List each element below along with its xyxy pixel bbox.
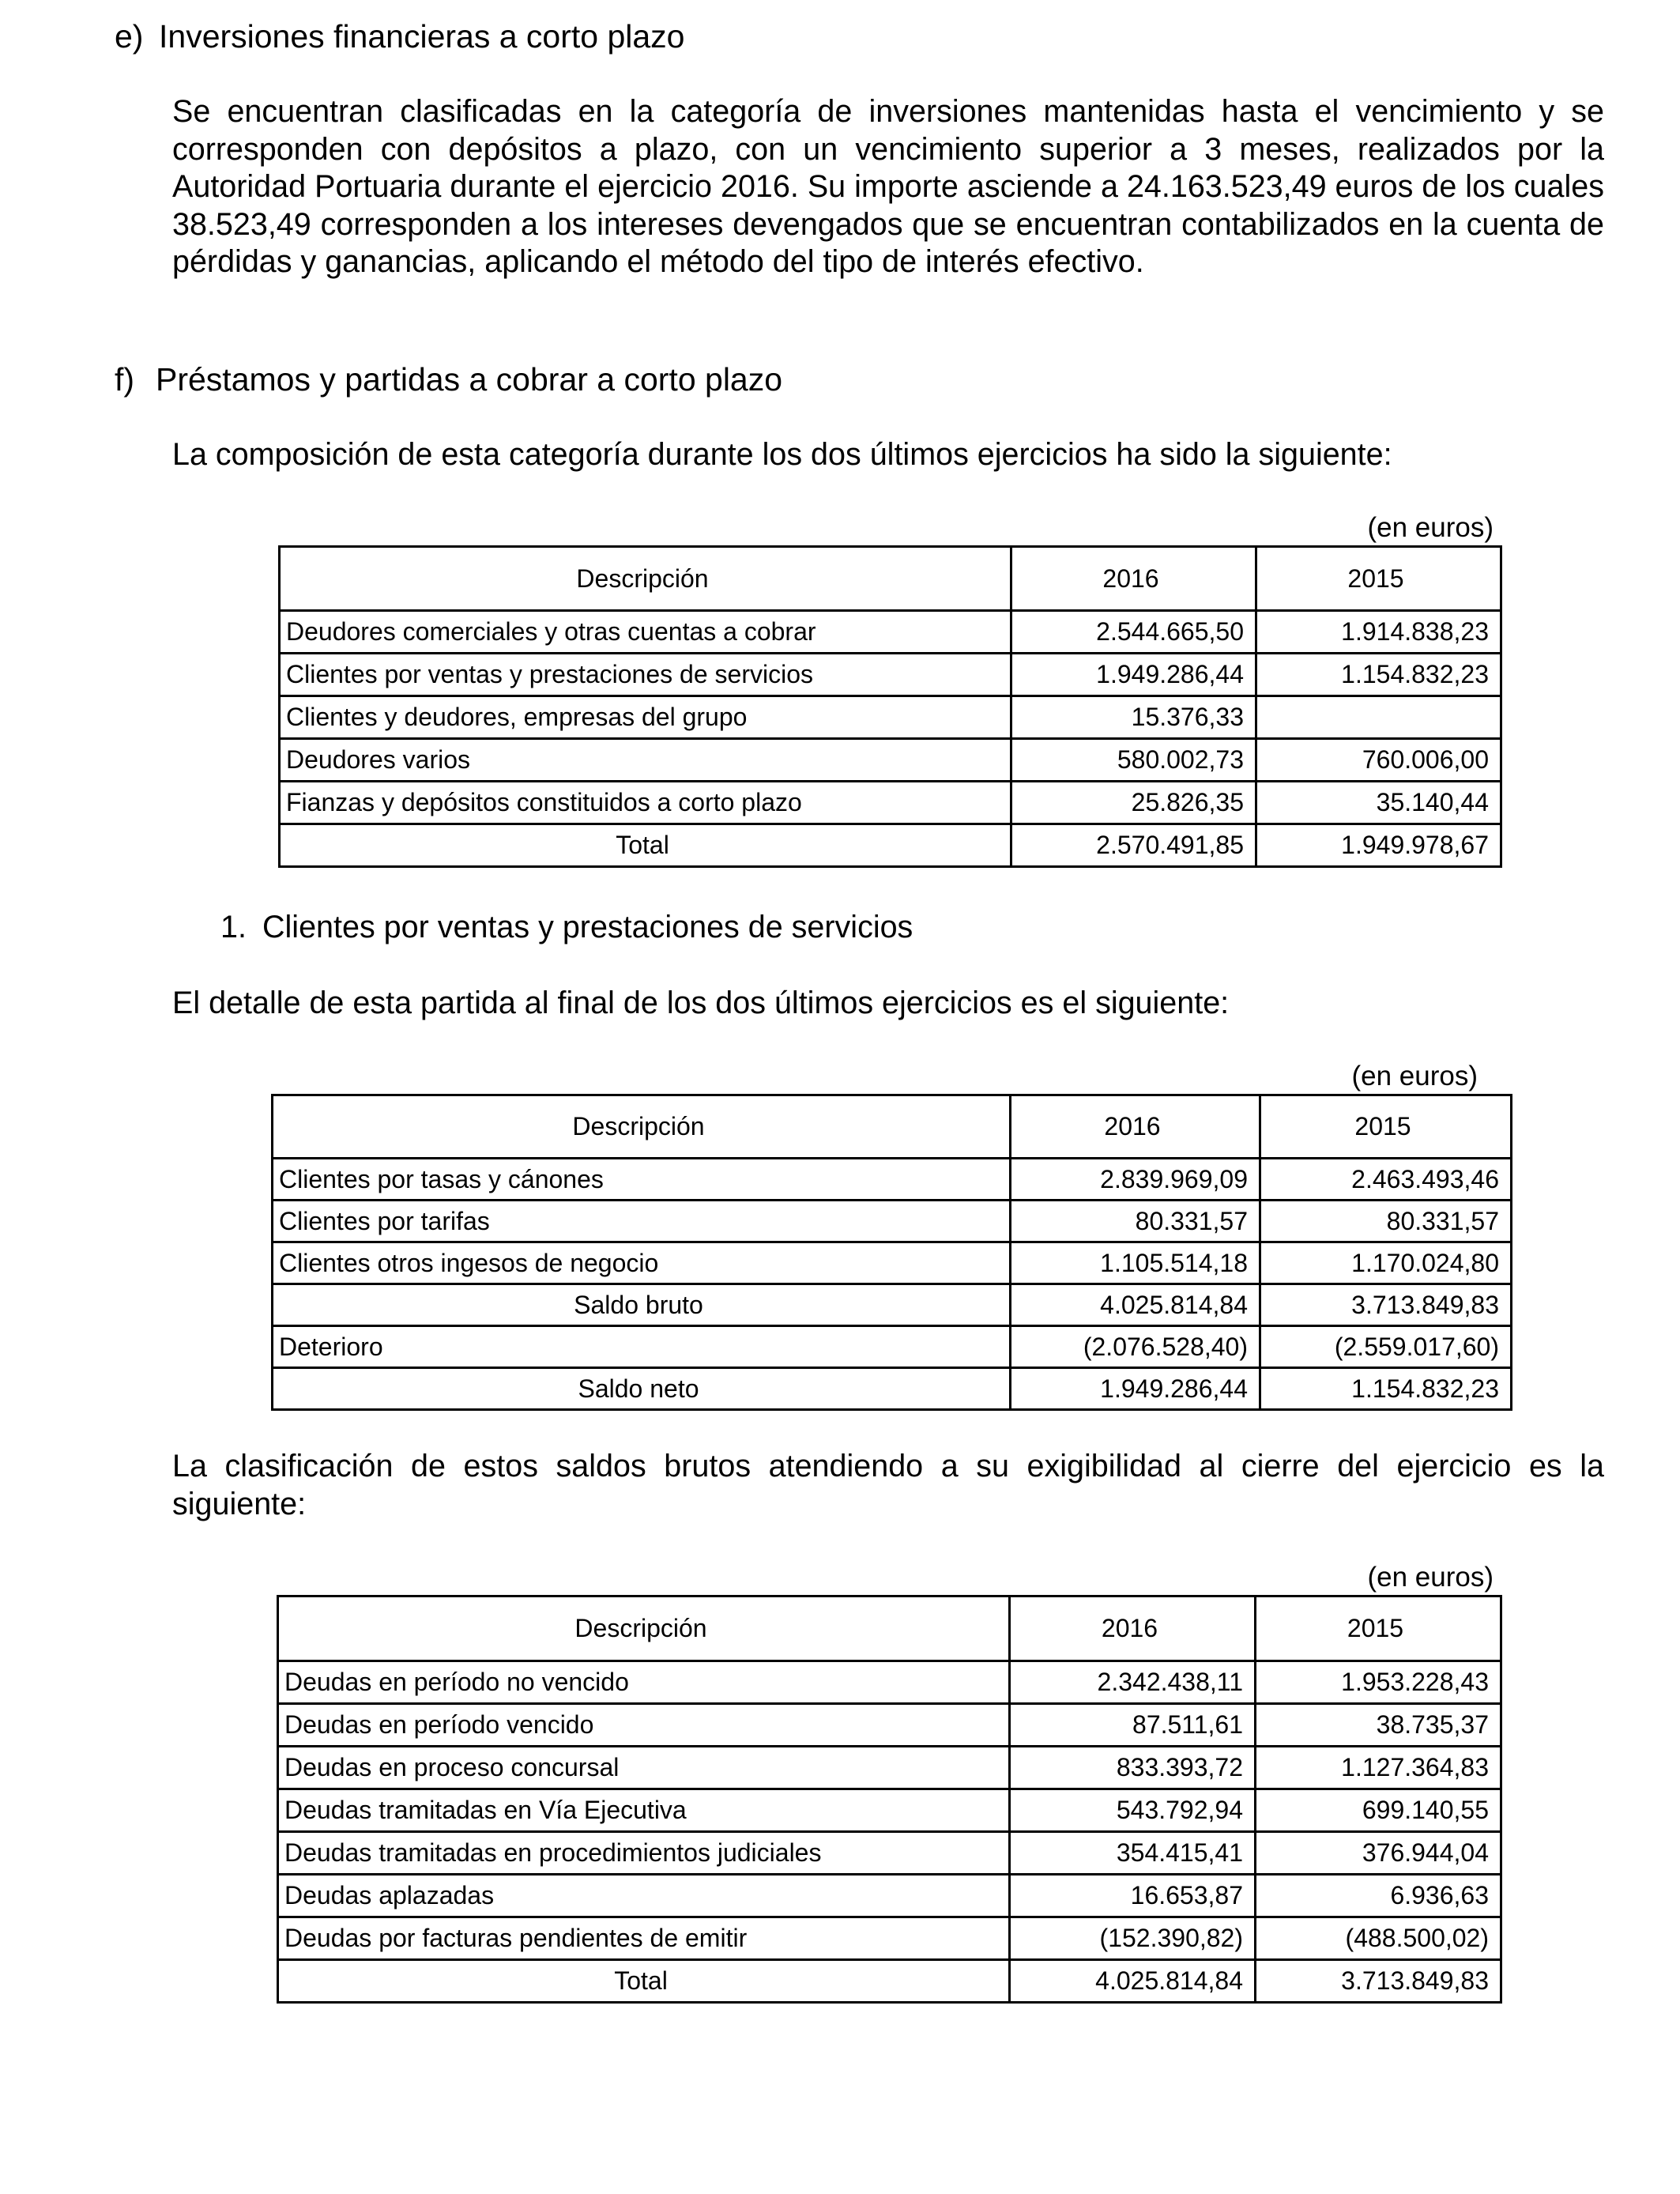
table1-cell: 1.914.838,23 <box>1256 611 1501 654</box>
table3-header-2015: 2015 <box>1256 1596 1501 1661</box>
table2-saldo-bruto-2015: 3.713.849,83 <box>1260 1284 1512 1326</box>
section-e-title: Inversiones financieras a corto plazo <box>159 18 685 55</box>
section-e-marker: e) <box>115 18 144 55</box>
table1-cell: 25.826,35 <box>1011 782 1256 824</box>
table2-header-2015: 2015 <box>1260 1095 1512 1159</box>
table3-cell: Deudas en período vencido <box>278 1704 1010 1747</box>
table2-deterioro-2015: (2.559.017,60) <box>1260 1326 1512 1368</box>
table3-cell: 543.792,94 <box>1010 1789 1256 1832</box>
table1-total-2015: 1.949.978,67 <box>1256 824 1501 867</box>
table1-cell: Fianzas y depósitos constituidos a corto plazo <box>280 782 1011 824</box>
table2-saldo-neto-2015: 1.154.832,23 <box>1260 1368 1512 1410</box>
table1-cell: Deudores comerciales y otras cuentas a cobrar <box>280 611 1011 654</box>
table1-header-desc: Descripción <box>280 547 1011 611</box>
table2-saldo-bruto-label: Saldo bruto <box>273 1284 1011 1326</box>
table1-header-2016: 2016 <box>1011 547 1256 611</box>
section-e-heading <box>115 17 684 55</box>
section-f-title: Préstamos y partidas a cobrar a corto plazo <box>156 361 783 398</box>
table3 <box>277 1595 1502 2004</box>
table2-saldo-neto-row <box>273 1368 1512 1410</box>
table1-units: (en euros) <box>1367 512 1494 543</box>
table3-cell: 354.415,41 <box>1010 1832 1256 1875</box>
table3-total-2015: 3.713.849,83 <box>1256 1960 1501 2003</box>
table1-cell: 2.544.665,50 <box>1011 611 1256 654</box>
table3-cell: 1.953.228,43 <box>1256 1661 1501 1704</box>
table1-cell: Clientes y deudores, empresas del grupo <box>280 696 1011 739</box>
table1-cell: 35.140,44 <box>1256 782 1501 824</box>
table2-deterioro-row <box>273 1326 1512 1368</box>
table1-cell: 1.154.832,23 <box>1256 654 1501 696</box>
table3-header-2016: 2016 <box>1010 1596 1256 1661</box>
table3-cell: 2.342.438,11 <box>1010 1661 1256 1704</box>
table2-deterioro-2016: (2.076.528,40) <box>1011 1326 1260 1368</box>
table-row <box>280 611 1501 654</box>
table-row <box>280 739 1501 782</box>
subsection-1-title: Clientes por ventas y prestaciones de servicios <box>262 910 913 944</box>
table3-cell: 1.127.364,83 <box>1256 1747 1501 1789</box>
table1-cell: Clientes por ventas y prestaciones de servicios <box>280 654 1011 696</box>
table3-units: (en euros) <box>1367 1562 1494 1593</box>
table3-cell: 87.511,61 <box>1010 1704 1256 1747</box>
table2-saldo-bruto-2016: 4.025.814,84 <box>1011 1284 1260 1326</box>
table-row <box>278 1704 1501 1747</box>
table3-cell: Deudas tramitadas en procedimientos judiciales <box>278 1832 1010 1875</box>
table3-cell: Deudas por facturas pendientes de emitir <box>278 1917 1010 1960</box>
table2-saldo-neto-2016: 1.949.286,44 <box>1011 1368 1260 1410</box>
table1-total-2016: 2.570.491,85 <box>1011 824 1256 867</box>
table2-cell: Clientes otros ingesos de negocio <box>273 1242 1011 1284</box>
table-row <box>278 1661 1501 1704</box>
section-f-heading <box>115 360 782 398</box>
table3-cell: Deudas en período no vencido <box>278 1661 1010 1704</box>
table2-header-row <box>273 1095 1512 1159</box>
table-row <box>278 1832 1501 1875</box>
table2-cell: 2.463.493,46 <box>1260 1159 1512 1201</box>
table3-cell: Deudas tramitadas en Vía Ejecutiva <box>278 1789 1010 1832</box>
subsection-1-heading <box>220 909 913 946</box>
table1-cell: 760.006,00 <box>1256 739 1501 782</box>
table-row <box>273 1201 1512 1242</box>
table3-cell: (152.390,82) <box>1010 1917 1256 1960</box>
table2-cell: Clientes por tarifas <box>273 1201 1011 1242</box>
classification-intro: La clasificación de estos saldos brutos atendiendo a su exigibilidad al cierre del ejercicio es la siguiente: <box>172 1449 1604 1521</box>
subsection-1-marker: 1. <box>220 910 247 944</box>
section-f-intro: La composición de esta categoría durante los dos últimos ejercicios ha sido la siguiente: <box>172 437 1392 472</box>
table3-header-desc: Descripción <box>278 1596 1010 1661</box>
table-row <box>280 782 1501 824</box>
table3-header-row <box>278 1596 1501 1661</box>
table1 <box>278 545 1502 868</box>
table3-total-label: Total <box>278 1960 1010 2003</box>
table2 <box>271 1094 1512 1411</box>
table1-cell: Deudores varios <box>280 739 1011 782</box>
table2-cell: 2.839.969,09 <box>1011 1159 1260 1201</box>
table2-cell: 80.331,57 <box>1011 1201 1260 1242</box>
table-row <box>278 1789 1501 1832</box>
table2-saldo-bruto-row <box>273 1284 1512 1326</box>
table-row <box>280 654 1501 696</box>
table2-header-desc: Descripción <box>273 1095 1011 1159</box>
table3-cell: 38.735,37 <box>1256 1704 1501 1747</box>
table-row <box>273 1159 1512 1201</box>
subsection-1-intro: El detalle de esta partida al final de los dos últimos ejercicios es el siguiente: <box>172 986 1230 1020</box>
table3-cell: 16.653,87 <box>1010 1875 1256 1917</box>
table1-cell: 1.949.286,44 <box>1011 654 1256 696</box>
table2-saldo-neto-label: Saldo neto <box>273 1368 1011 1410</box>
table3-cell: 833.393,72 <box>1010 1747 1256 1789</box>
table-row <box>278 1917 1501 1960</box>
table1-cell <box>1256 696 1501 739</box>
table3-cell: Deudas en proceso concursal <box>278 1747 1010 1789</box>
table1-total-label: Total <box>280 824 1011 867</box>
table3-cell: (488.500,02) <box>1256 1917 1501 1960</box>
table3-total-row <box>278 1960 1501 2003</box>
table3-total-2016: 4.025.814,84 <box>1010 1960 1256 2003</box>
table1-header-row <box>280 547 1501 611</box>
table2-header-2016: 2016 <box>1011 1095 1260 1159</box>
table1-total-row <box>280 824 1501 867</box>
section-e-paragraph: Se encuentran clasificadas en la categoría de inversiones mantenidas hasta el vencimiento y se corresponden con depósitos a plazo, con un vencimiento superior a 3 meses, realizados por la Autoridad Portuaria durante el ejercicio 2016. Su importe asciende a 24.163.523,49 euros de los cuales 38.523,49 corresponden a los intereses devengados que se encuentran contabilizados en la cuenta de pérdidas y ganancias, aplicando el método del tipo de interés efectivo. <box>172 94 1604 279</box>
table2-cell: Clientes por tasas y cánones <box>273 1159 1011 1201</box>
table-row <box>278 1747 1501 1789</box>
table1-cell: 580.002,73 <box>1011 739 1256 782</box>
table2-cell: 1.170.024,80 <box>1260 1242 1512 1284</box>
table-row <box>278 1875 1501 1917</box>
table3-cell: Deudas aplazadas <box>278 1875 1010 1917</box>
table2-deterioro-label: Deterioro <box>273 1326 1011 1368</box>
table3-cell: 376.944,04 <box>1256 1832 1501 1875</box>
table3-cell: 6.936,63 <box>1256 1875 1501 1917</box>
table-row <box>273 1242 1512 1284</box>
table1-cell: 15.376,33 <box>1011 696 1256 739</box>
table2-cell: 1.105.514,18 <box>1011 1242 1260 1284</box>
table1-header-2015: 2015 <box>1256 547 1501 611</box>
table2-units: (en euros) <box>1351 1061 1478 1091</box>
table-row <box>280 696 1501 739</box>
table2-cell: 80.331,57 <box>1260 1201 1512 1242</box>
table3-cell: 699.140,55 <box>1256 1789 1501 1832</box>
section-f-marker: f) <box>115 361 135 398</box>
